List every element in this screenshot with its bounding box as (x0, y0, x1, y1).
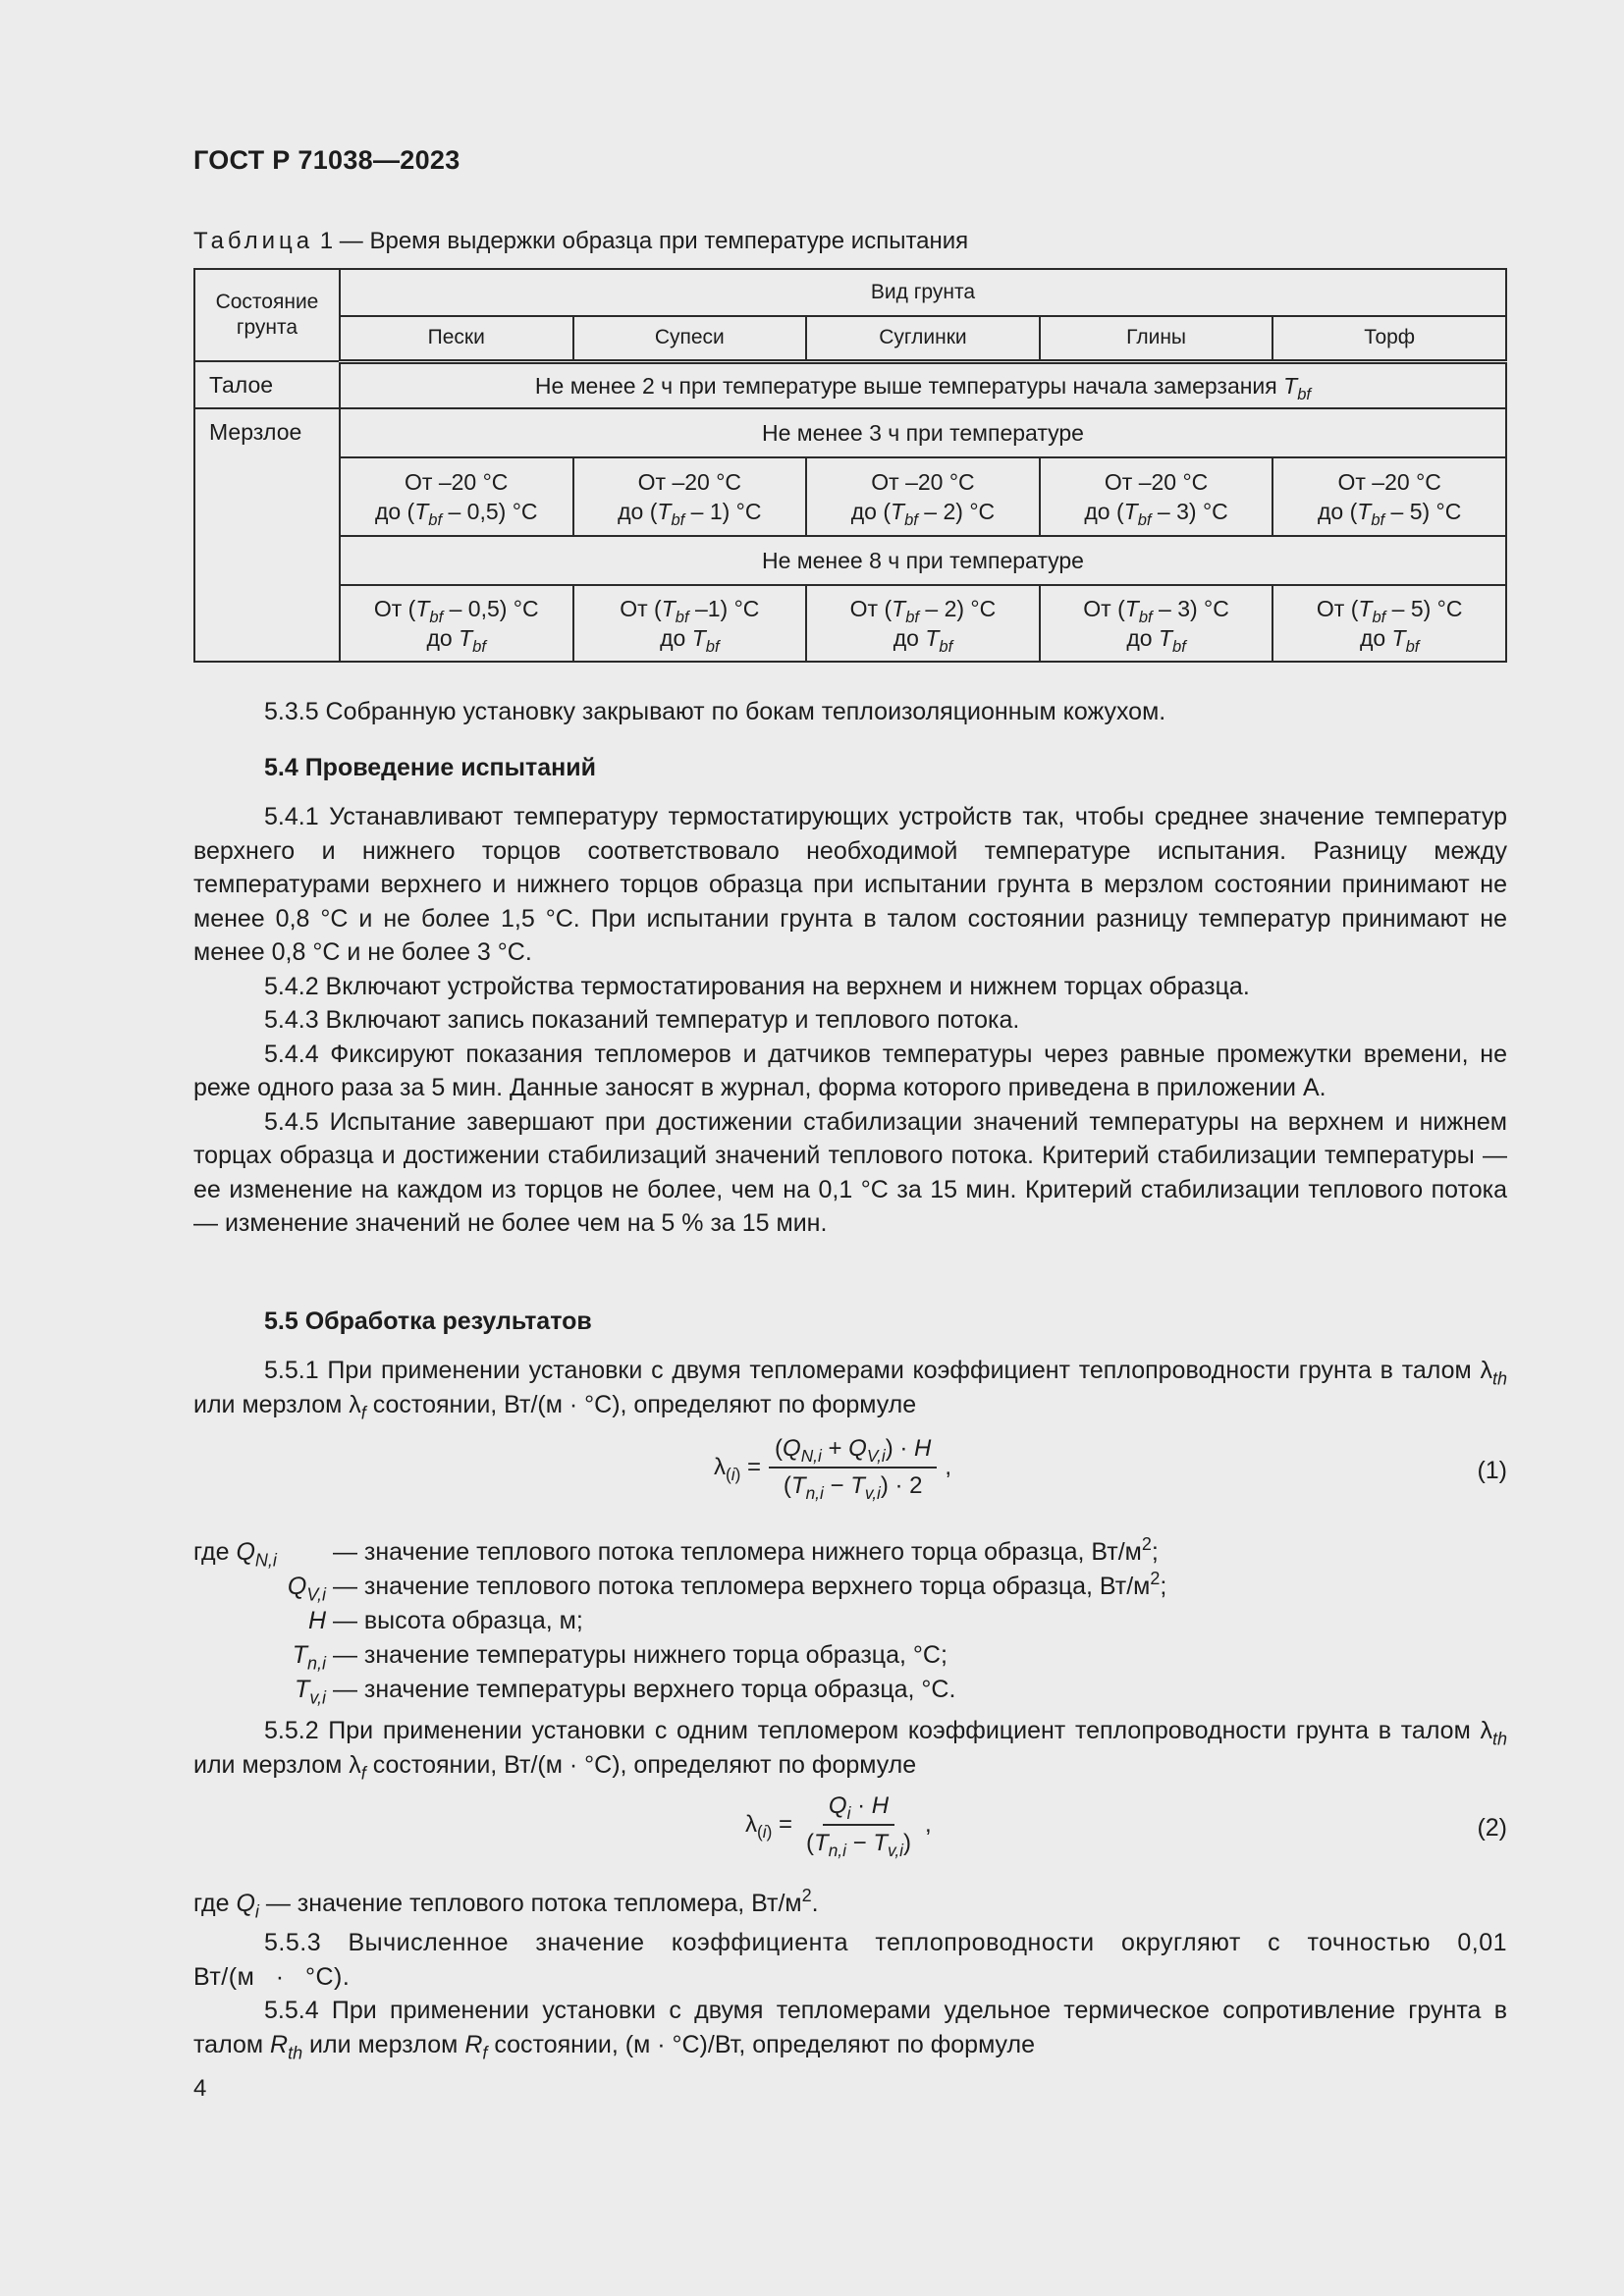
frozen-8h-condition: Не менее 8 ч при температуре (340, 536, 1506, 585)
paragraph-5-3-5: 5.3.5 Собранную установку закрывают по бокам теплоизоляционным кожухом. (264, 698, 1166, 725)
soil-type-cell: Торф (1272, 316, 1506, 361)
section-5-5-3-5-5-4 (193, 1926, 1507, 2061)
frozen-3h-cell: От –20 °С до $(T_{bf} - 0,5)$ °С (340, 457, 573, 536)
frozen-8h-cell: От $(T_{bf} - 3)$ °С до $T_{bf}$ (1040, 585, 1273, 662)
formula-1-definitions (193, 1535, 1507, 1707)
paragraph-5-5-2: 5.5.2 При применении установки с одним тепломером коэффициент теплопроводности грунта в талом $\lambda_{th}$ или мерзлом $\lambda_f$ состоянии, Вт/(м · °С), определяют по формуле (193, 1717, 1507, 1783)
paragraph-5-4-4: 5.4.4 Фиксируют показания тепломеров и датчиков температуры через равные промежутки времени, не реже одного раза за 5 мин. Данные заносят в журнал, форма которого приведена в приложении А. (193, 1040, 1507, 1101)
frozen-3h-cell: От –20 °С до $(T_{bf} - 5)$ °С (1272, 457, 1506, 536)
paragraph-5-4-1: 5.4.1 Устанавливают температуру термостатирующих устройств так, чтобы среднее значение температур верхнего и нижнего торцов соответствовало необходимой температуре испытания. Разницу между температурами верхнего и нижнего торцов образца при испытании грунта в мерзлом состоянии принимают не менее 0,8 °С и не более 1,5 °С. При испытании грунта в талом состоянии разницу температур принимают не менее 0,8 °С и не более 3 °С. (193, 803, 1507, 966)
heading-5-5: 5.5 Обработка результатов (264, 1308, 592, 1335)
paragraph-5-4-2: 5.4.2 Включают устройства термостатирования на верхнем и нижнем торцах образца. (264, 972, 1250, 1000)
frozen-3h-cell: От –20 °С до $(T_{bf} - 1)$ °С (573, 457, 807, 536)
definition-row: $Q_{V,i}$ — значение теплового потока тепломера верхнего торца образца, $Вт/м^2$; (287, 1569, 1167, 1605)
thawed-label: Талое (194, 361, 340, 408)
table-caption (193, 228, 968, 255)
paragraph-5-4-5: 5.4.5 Испытание завершают при достижении стабилизации значений температуры на верхнем и нижнем торцах образца и достижении стабилизаций значений теплового потока. Критерий стабилизации температуры — ее изменение на каждом из торцов не более, чем на 0,1 °С за 15 мин. Критерий стабилизации теплового потока — изменение значений не более чем на 5 % за 15 мин. (193, 1107, 1507, 1237)
paragraph-5-5-3: 5.5.3 Вычисленное значение коэффициента теплопроводности округляют с точностью 0,01 Вт/(м · °С). (193, 1929, 1507, 1991)
definition-row: где $Q_i$ — значение теплового потока тепломера, $Вт/м^2$. (193, 1886, 819, 1922)
definition-row: $T_{v,i}$ — значение температуры верхнего торца образца, °С. (295, 1676, 956, 1708)
holding-time-table (193, 268, 1507, 663)
frozen-8h-cell: От $(T_{bf} - 0,5)$ °С до $T_{bf}$ (340, 585, 573, 662)
frozen-label: Мерзлое (194, 408, 340, 662)
soil-type-cell: Пески (340, 316, 573, 361)
soil-type-cell: Глины (1040, 316, 1273, 361)
state-header: Состояние грунта (194, 269, 340, 361)
frozen-3h-condition: Не менее 3 ч при температуре (340, 408, 1506, 457)
definition-row: $T_{n,i}$ — значение температуры нижнего торца образца, °С; (292, 1641, 947, 1674)
frozen-3h-cell: От –20 °С до $(T_{bf} - 3)$ °С (1040, 457, 1273, 536)
thawed-condition: Не менее 2 ч при температуре выше температуры начала замерзания $T_{bf}$ (340, 361, 1506, 408)
soil-type-cell: Супеси (573, 316, 807, 361)
page-number: 4 (193, 2075, 207, 2102)
paragraph-5-5-1: 5.5.1 При применении установки с двумя тепломерами коэффициент теплопроводности грунта в талом $\lambda_{th}$ или мерзлом $\lambda_f$ состоянии, Вт/(м · °С), определяют по формуле (193, 1357, 1508, 1422)
frozen-8h-cell: От ($T_{bf}$ –1) °С до $T_{bf}$ (573, 585, 807, 662)
thawed-text: Не менее 2 ч при температуре выше температуры начала замерзания (534, 372, 1277, 399)
formula-1 (193, 1435, 1507, 1514)
frozen-3h-cell: От –20 °С до $(T_{bf} - 2)$ °С (806, 457, 1040, 536)
definition-row: где $Q_{N,i}$ — значение теплового потока тепломера нижнего торца образца, $Вт/м^2$; (193, 1534, 1159, 1571)
soil-type-header: Вид грунта (340, 269, 1506, 316)
paragraph-5-5-4: 5.5.4 При применении установки с двумя тепломерами удельное термическое сопротивление грунта в талом $R_{th}$ или мерзлом $R_f$ состоянии, (м · °С)/Вт, определяют по формуле (193, 1997, 1507, 2062)
formula-2 (193, 1792, 1507, 1871)
section-5-4-block (193, 751, 1507, 785)
frozen-8h-cell: От $(T_{bf} - 5)$ °С до $T_{bf}$ (1272, 585, 1506, 662)
formula-2-number: (2) (1477, 1814, 1507, 1842)
document-code: ГОСТ Р 71038—2023 (193, 145, 460, 175)
soil-type-cell: Суглинки (806, 316, 1040, 361)
definition-row: H — высота образца, м; (307, 1607, 583, 1634)
formula-2-expression: $\lambda_{(i)}$ = $\frac{Q_i \cdot H}{(T_{n,i} - T_{v,i})}$ , (745, 1792, 932, 1861)
formula-2-definitions (193, 1887, 1507, 1921)
formula-1-expression: $\lambda_{(i)}$ = $\frac{(Q_{N,i} + Q_{V,i}) \cdot H}{(T_{n,i} - T_{v,i}) \cdot 2}$ , (714, 1435, 952, 1504)
section-5-3-5-block (193, 695, 1507, 729)
frozen-8h-cell: От $(T_{bf} - 2)$ °С до $T_{bf}$ (806, 585, 1040, 662)
table-caption-text: 1 — Время выдержки образца при температуре испытания (313, 228, 969, 254)
formula-1-number: (1) (1477, 1457, 1507, 1484)
section-5-5-block (193, 1305, 1507, 1339)
section-5-4-paragraphs (193, 800, 1507, 1241)
table-caption-prefix: Таблица (193, 228, 314, 254)
paragraph-5-4-3: 5.4.3 Включают запись показаний температур и теплового потока. (264, 1006, 1020, 1034)
heading-5-4: 5.4 Проведение испытаний (264, 754, 596, 781)
